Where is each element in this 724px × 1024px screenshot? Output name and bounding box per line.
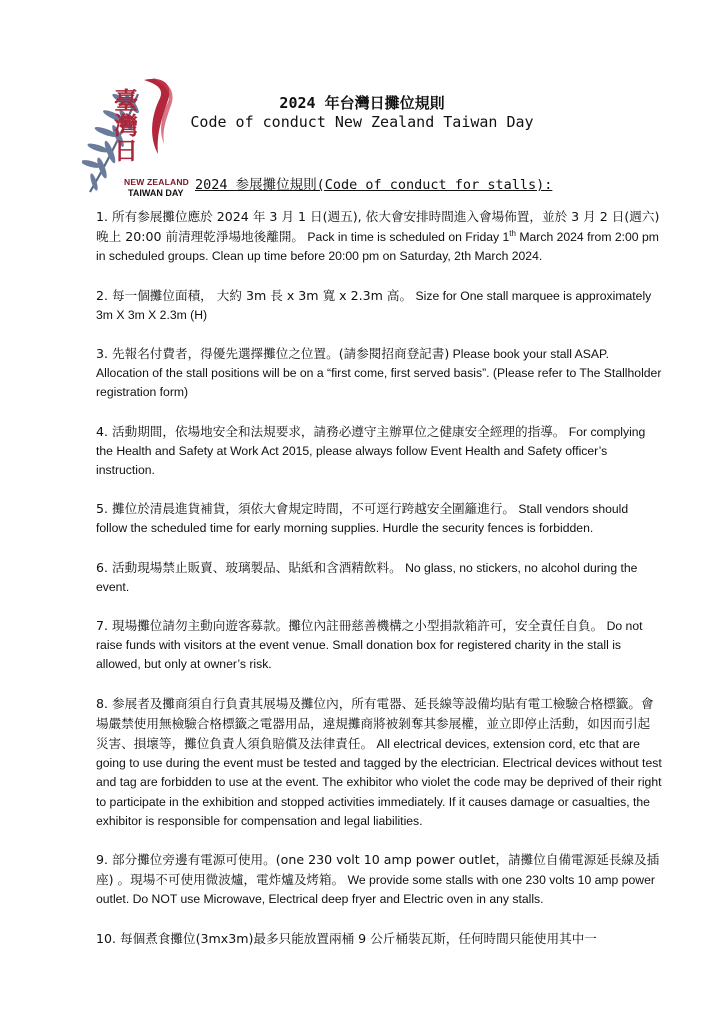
rule-5: [96, 499, 662, 538]
rule-10: [96, 929, 662, 949]
rule-8-chinese: 8. 参展者及攤商須自行負責其展場及攤位內，所有電器、延長線等設備均貼有電工檢驗合格標籤。會場嚴禁使用無檢驗合格標籤之電器用品，違規攤商將被剝奪其参展權，並立即停止活動，如因而引起災害、損壞等，攤位負責人須負賠償及法律責任。: [96, 695, 654, 752]
rule-4-chinese: 4. 活動期間，依場地安全和法規要求，請務必遵守主辦單位之健康安全經理的指導。: [96, 423, 566, 439]
rule-5-chinese: 5. 攤位於清晨進貨補貨，須依大會規定時間，不可逕行跨越安全圍籬進行。: [96, 501, 516, 517]
rule-8: [96, 694, 662, 831]
rule-1-chinese: 1. 所有参展攤位應於 2024 年 3 月 1 日(週五), 依大會安排時間進入會場佈置，並於 3 月 2 日(週六) 晚上 20:00 前清理乾淨場地後離開。: [96, 209, 660, 245]
rule-3-chinese: 3. 先報名付費者，得優先選擇攤位之位置。(請参閱招商登記書): [96, 346, 450, 362]
rule-1: [96, 207, 662, 267]
rule-1-english-a: Pack in time is scheduled on Friday 1: [304, 230, 510, 245]
logo-char-3: 日: [114, 136, 138, 165]
rule-4: [96, 422, 662, 481]
rule-6: [96, 558, 662, 597]
logo-char-2: 灣: [114, 111, 138, 140]
rule-2-english: Size for One stall marquee is approximately 3m X 3m X 2.3m (H): [96, 288, 652, 322]
rule-7: [96, 616, 662, 675]
page-title-english: Code of conduct New Zealand Taiwan Day: [190, 113, 534, 131]
rule-9: [96, 850, 662, 910]
section-subtitle: 2024 参展攤位規則(Code of conduct for stalls):: [195, 177, 553, 193]
rule-1-english-b: March 2024 from 2:00 pm in scheduled groups. Clean up time before 20:00 pm on Saturday, 2th March 2024.: [96, 230, 659, 264]
rule-10-chinese: 10. 每個煮食攤位(3mx3m)最多只能放置兩桶 9 公斤桶裝瓦斯，任何時間只能使用其中一: [96, 930, 597, 946]
rule-9-chinese: 9. 部分攤位旁邊有電源可使用。(one 230 volt 10 amp power outlet，請攤位自備電源延長線及插座) 。現場不可使用微波爐，電炸爐及烤箱。: [96, 852, 660, 888]
rule-2: [96, 286, 662, 325]
rule-3-english: Please book your stall ASAP. Allocation of the stall positions will be on a “first come, first served basis”. (Please refer to The Stallholder registration form): [96, 347, 662, 400]
rule-9-english: We provide some stalls with one 230 volts 10 amp power outlet. Do NOT use Microwave, Electrical deep fryer and Electric oven in any stalls.: [96, 873, 655, 907]
rule-4-english: For complying the Health and Safety at Work Act 2015, please always follow Event Health and Safety officer’s instruction.: [96, 424, 646, 478]
logo-line-1: NEW ZEALAND: [124, 177, 189, 187]
rule-3: [96, 344, 662, 403]
rules-list: [96, 207, 662, 968]
logo-char-1: 臺: [114, 86, 138, 115]
rule-8-english: All electrical devices, extension cord, etc that are going to use during the event must be tested and tagged by the electrician. Electrical devices without test and tag are forbidden to use at the event. The exhibitor who violet the code may be deprived of their right to participate in the exhibition and stopped activities immediately. If it causes damage or casualties, the exhibitor is responsible for compensation and legal liabilities.: [96, 737, 662, 828]
rule-7-chinese: 7. 現場攤位請勿主動向遊客募款。攤位內註冊慈善機構之小型捐款箱許可，安全責任自負。: [96, 618, 604, 634]
rule-2-chinese: 2. 每一個攤位面積， 大約 3m 長 x 3m 寬 x 2.3m 高。: [96, 287, 413, 303]
rule-1-superscript: th: [509, 229, 516, 239]
rule-5-english: Stall vendors should follow the scheduled time for early morning supplies. Hurdle the security fences is forbidden.: [96, 502, 629, 536]
rule-7-english: Do not raise funds with visitors at the event venue. Small donation box for registered charity in the stall is allowed, but only at owner’s risk.: [96, 619, 643, 672]
rule-6-english: No glass, no stickers, no alcohol during the event.: [96, 560, 638, 594]
logo-line-2: TAIWAN DAY: [128, 188, 184, 198]
rule-6-chinese: 6. 活動現場禁止販賣、玻璃製品、貼紙和含酒精飲料。: [96, 559, 402, 575]
page-title-chinese: 2024 年台灣日攤位規則: [279, 94, 445, 112]
